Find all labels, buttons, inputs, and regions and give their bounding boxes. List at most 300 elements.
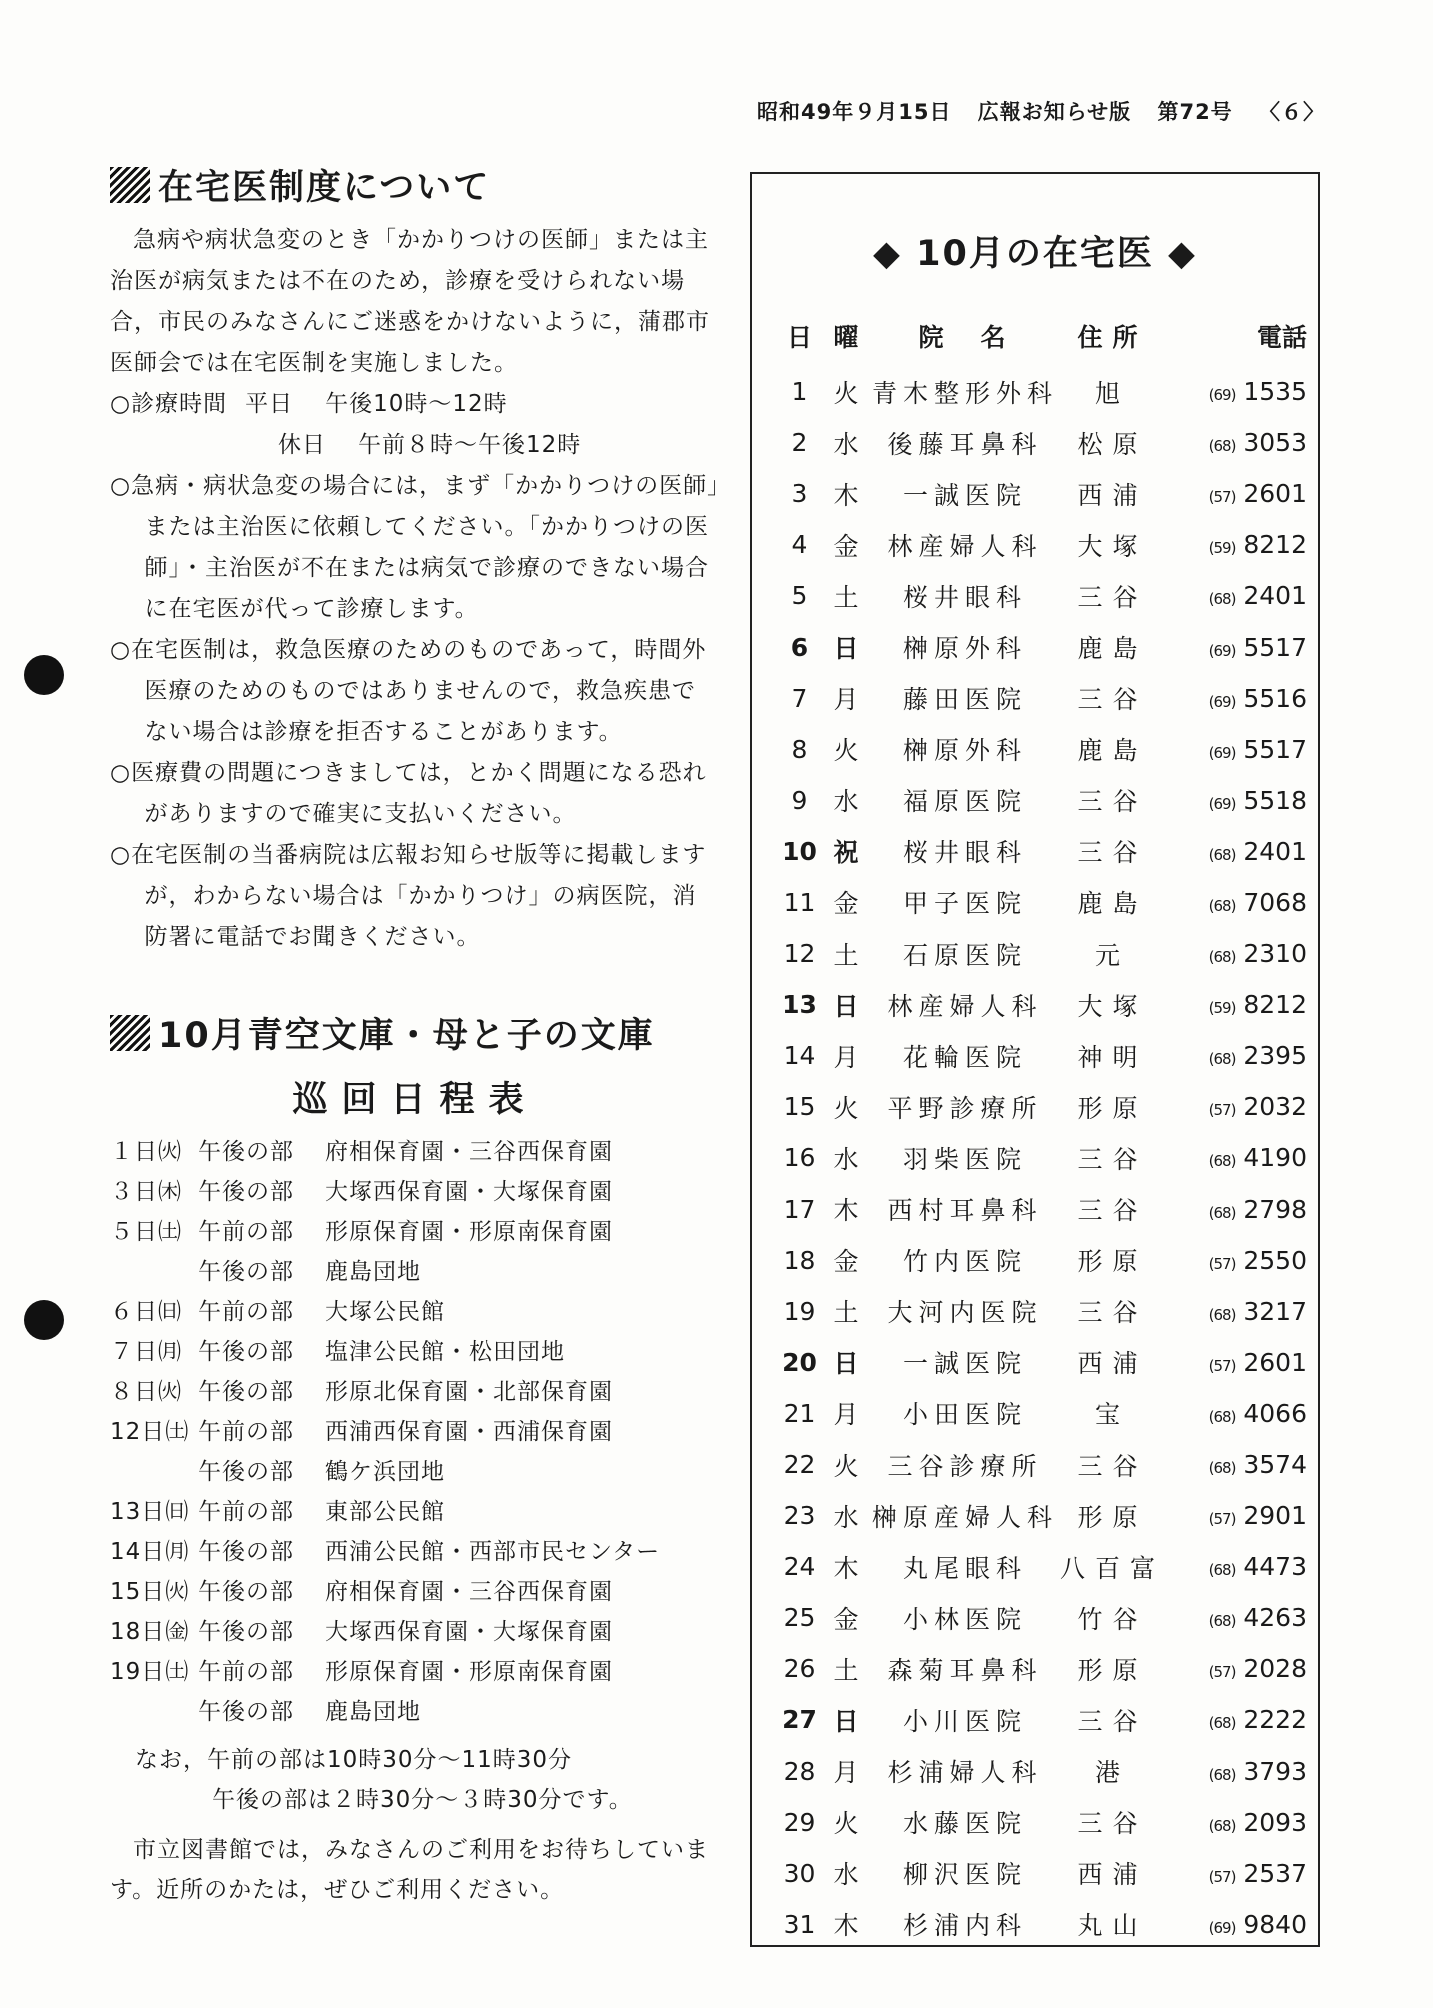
- phone-cell: [1165, 684, 1307, 713]
- phone-number: 2028: [1243, 1654, 1307, 1684]
- address-cell: 三谷: [1077, 582, 1148, 612]
- day-cell: 3: [791, 479, 808, 509]
- phone-cell: [1165, 837, 1307, 866]
- table-row: [777, 979, 1307, 1030]
- schedule-title: ◆ 10月の在宅医 ◆: [873, 234, 1197, 274]
- weekday-cell: 火: [833, 1093, 859, 1123]
- bunko-closing: 市立図書館では，みなさんのご利用をお待ちしています。近所のかたは，ぜひご利用ください。: [110, 1837, 709, 1903]
- table-row: [777, 1337, 1307, 1388]
- clinic-cell: 杉浦内科: [902, 1911, 1027, 1941]
- visit-period: 午後の部: [198, 1139, 294, 1165]
- day-cell: 13: [782, 990, 817, 1020]
- zaitaku-item: ○医療費の問題につきましては，とかく問題になる恐れがありますので確実に支払いください。: [110, 760, 707, 827]
- visit-period: 午前の部: [198, 1419, 294, 1445]
- visit-site: 西浦公民館・西部市民センター: [325, 1539, 661, 1565]
- clinic-cell: 杉浦婦人科: [887, 1758, 1043, 1788]
- visit-site: 府相保育園・三谷西保育園: [325, 1139, 613, 1165]
- clinic-cell: 柳沢医院: [902, 1860, 1027, 1890]
- phone-number: 8212: [1243, 990, 1307, 1020]
- list-item: [110, 1412, 720, 1452]
- day-cell: 30: [783, 1858, 816, 1888]
- phone-cell: [1165, 1603, 1307, 1632]
- weekday-cell: 祝: [833, 838, 859, 868]
- visit-date: 18日㈮: [110, 1619, 190, 1645]
- weekday-cell: 火: [833, 1809, 859, 1839]
- header-day: 日: [786, 323, 812, 352]
- phone-cell: [1165, 1654, 1307, 1683]
- weekday-cell: 土: [833, 1655, 859, 1685]
- table-row: [777, 1030, 1307, 1081]
- clinic-cell: 藤田医院: [902, 685, 1027, 715]
- phone-number: 3053: [1243, 428, 1307, 458]
- visit-site: 大塚公民館: [325, 1299, 445, 1325]
- clinic-cell: 桜井眼科: [902, 838, 1027, 868]
- visit-site: 形原北保育園・北部保育園: [325, 1379, 613, 1405]
- table-row: [777, 519, 1307, 570]
- header-address: 住所: [1077, 323, 1148, 352]
- day-cell: 11: [783, 887, 816, 917]
- phone-number: 5517: [1243, 734, 1307, 764]
- day-cell: 5: [791, 581, 808, 611]
- address-cell: 三谷: [1077, 685, 1148, 715]
- clinic-cell: 一誠医院: [902, 480, 1027, 510]
- note-line: なお，午前の部は10時30分〜11時30分: [135, 1747, 573, 1773]
- table-row: [777, 1899, 1307, 1950]
- visit-period: 午後の部: [198, 1579, 294, 1605]
- phone-number: 2901: [1243, 1501, 1307, 1531]
- visit-period: 午後の部: [198, 1339, 294, 1365]
- day-cell: 10: [782, 836, 817, 866]
- address-cell: 鹿島: [1077, 634, 1148, 664]
- visit-date: 19日㈯: [110, 1659, 190, 1685]
- weekday-cell: 木: [833, 480, 859, 510]
- address-cell: 形原: [1077, 1502, 1148, 1532]
- address-cell: 三谷: [1077, 1298, 1148, 1328]
- table-body: [777, 366, 1307, 1950]
- day-cell: 6: [790, 632, 809, 662]
- visit-period: 午前の部: [198, 1299, 294, 1325]
- table-row: [777, 621, 1307, 672]
- address-cell: 三谷: [1077, 1809, 1148, 1839]
- visit-date: ７日㈪: [110, 1339, 182, 1365]
- day-cell: 26: [783, 1654, 816, 1684]
- table-row: [777, 928, 1307, 979]
- list-item: [110, 1172, 720, 1212]
- list-item: [110, 1372, 720, 1412]
- area-code: (57): [1208, 1101, 1236, 1120]
- address-cell: 三谷: [1077, 787, 1148, 817]
- page-number: 〈６〉: [1259, 100, 1325, 124]
- day-cell: 1: [791, 377, 808, 407]
- holiday-label: 休日: [278, 432, 326, 458]
- phone-cell: [1165, 1501, 1307, 1530]
- weekday-cell: 土: [833, 940, 859, 970]
- table-row: [777, 1592, 1307, 1643]
- area-code: (68): [1208, 1714, 1236, 1733]
- visit-date: 12日㈯: [110, 1419, 190, 1445]
- phone-cell: [1165, 1348, 1307, 1377]
- address-cell: 三谷: [1077, 838, 1148, 868]
- day-cell: 2: [791, 428, 808, 458]
- table-row: [777, 673, 1307, 724]
- schedule-table: [777, 306, 1307, 1950]
- weekday-cell: 火: [833, 736, 859, 766]
- list-item: [110, 1252, 720, 1292]
- phone-cell: [1165, 1399, 1307, 1428]
- area-code: (69): [1208, 692, 1236, 711]
- day-cell: 25: [783, 1603, 816, 1633]
- weekday-cell: 月: [833, 1758, 859, 1788]
- phone-number: 2310: [1243, 939, 1307, 969]
- clinic-cell: 桜井眼科: [902, 582, 1027, 612]
- phone-number: 2798: [1243, 1194, 1307, 1224]
- visit-date: 13日㈰: [110, 1499, 190, 1525]
- phone-number: 4190: [1243, 1143, 1307, 1173]
- area-code: (69): [1208, 794, 1236, 813]
- address-cell: 港: [1094, 1758, 1130, 1788]
- note-line: 午後の部は２時30分〜３時30分です。: [212, 1787, 633, 1813]
- address-cell: 八百富: [1060, 1553, 1166, 1583]
- visit-period: 午後の部: [198, 1259, 294, 1285]
- area-code: (68): [1208, 1050, 1236, 1069]
- visit-period: 午前の部: [198, 1659, 294, 1685]
- visit-period: 午後の部: [198, 1699, 294, 1725]
- table-row: [777, 1490, 1307, 1541]
- zaitaku-item: ○在宅医制は，救急医療のためのものであって，時間外医療のためのものではありませんので，救急疾患でない場合は診療を拒否することがあります。: [110, 637, 707, 745]
- table-row: [777, 1694, 1307, 1745]
- phone-cell: [1165, 1808, 1307, 1837]
- phone-cell: [1165, 1450, 1307, 1479]
- area-code: (68): [1208, 437, 1236, 456]
- area-code: (68): [1208, 1459, 1236, 1478]
- phone-number: 2032: [1243, 1092, 1307, 1122]
- table-row: [777, 826, 1307, 877]
- hours-label: ○診療時間: [110, 391, 228, 417]
- address-cell: 西浦: [1077, 1860, 1148, 1890]
- visit-period: 午後の部: [198, 1459, 294, 1485]
- area-code: (68): [1208, 896, 1236, 915]
- visit-period: 午後の部: [198, 1619, 294, 1645]
- publication-name: 広報お知らせ版: [977, 100, 1132, 124]
- phone-number: 3574: [1243, 1450, 1307, 1480]
- clinic-cell: 平野診療所: [887, 1093, 1043, 1123]
- phone-number: 2395: [1243, 1041, 1307, 1071]
- zaitaku-section-title: 在宅医制度について: [110, 160, 720, 210]
- address-cell: 神明: [1077, 1042, 1148, 1072]
- day-cell: 20: [782, 1347, 817, 1377]
- phone-cell: [1165, 1859, 1307, 1888]
- phone-number: 2550: [1243, 1245, 1307, 1275]
- phone-number: 2601: [1243, 479, 1307, 509]
- table-row: [777, 1797, 1307, 1848]
- weekday-cell: 月: [833, 685, 859, 715]
- weekday-cell: 日: [833, 1349, 859, 1379]
- address-cell: 三谷: [1077, 1706, 1148, 1736]
- area-code: (69): [1208, 1918, 1236, 1937]
- address-cell: 宝: [1094, 1400, 1130, 1430]
- visit-site: 鶴ケ浜団地: [325, 1459, 445, 1485]
- area-code: (57): [1208, 1867, 1236, 1886]
- clinic-cell: 後藤耳鼻科: [887, 429, 1043, 459]
- table-row: [777, 1746, 1307, 1797]
- weekday-cell: 日: [833, 1706, 859, 1736]
- weekday-cell: 金: [833, 889, 859, 919]
- visit-date: １日㈫: [110, 1139, 182, 1165]
- issue-number: 第72号: [1157, 100, 1233, 124]
- phone-cell: [1165, 1705, 1307, 1734]
- day-cell: 7: [791, 683, 808, 713]
- day-cell: 23: [783, 1501, 816, 1531]
- phone-number: 4473: [1243, 1552, 1307, 1582]
- area-code: (68): [1208, 845, 1236, 864]
- weekday-cell: 水: [833, 1860, 859, 1890]
- area-code: (68): [1208, 1203, 1236, 1222]
- visit-period: 午前の部: [198, 1219, 294, 1245]
- phone-cell: [1165, 428, 1307, 457]
- phone-number: 4066: [1243, 1398, 1307, 1428]
- clinic-cell: 森菊耳鼻科: [887, 1655, 1043, 1685]
- list-item: [110, 1612, 720, 1652]
- table-row: [777, 1643, 1307, 1694]
- zaitaku-item: ○在宅医制の当番病院は広報お知らせ版等に掲載しますが，わからない場合は「かかりつけ」の病医院，消防署に電話でお聞きください。: [110, 842, 707, 950]
- phone-number: 7068: [1243, 887, 1307, 917]
- issue-date: 昭和49年９月15日: [757, 100, 952, 124]
- address-cell: 形原: [1077, 1093, 1148, 1123]
- clinic-cell: 榊原外科: [902, 634, 1027, 664]
- area-code: (59): [1208, 999, 1236, 1018]
- list-item: [110, 1132, 720, 1172]
- clinic-cell: 羽柴医院: [902, 1144, 1027, 1174]
- day-cell: 24: [783, 1552, 816, 1582]
- address-cell: 元: [1094, 940, 1130, 970]
- area-code: (69): [1208, 386, 1236, 405]
- weekday-cell: 木: [833, 1911, 859, 1941]
- visit-date: ６日㈰: [110, 1299, 182, 1325]
- clinic-cell: 小川医院: [902, 1706, 1027, 1736]
- header-clinic: 院 名: [918, 323, 1012, 352]
- phone-cell: [1165, 990, 1307, 1019]
- phone-cell: [1165, 581, 1307, 610]
- clinic-cell: 西村耳鼻科: [887, 1196, 1043, 1226]
- phone-number: 2401: [1243, 836, 1307, 866]
- day-cell: 16: [783, 1143, 816, 1173]
- table-row: [777, 468, 1307, 519]
- clinic-cell: 丸尾眼科: [902, 1553, 1027, 1583]
- visit-site: 形原保育園・形原南保育園: [325, 1659, 613, 1685]
- day-cell: 8: [791, 734, 808, 764]
- address-cell: 三谷: [1077, 1144, 1148, 1174]
- phone-number: 5516: [1243, 683, 1307, 713]
- area-code: (69): [1208, 641, 1236, 660]
- clinic-cell: 榊原産婦人科: [871, 1502, 1058, 1532]
- visit-site: 塩津公民館・松田団地: [325, 1339, 565, 1365]
- visit-site: 西浦西保育園・西浦保育園: [325, 1419, 613, 1445]
- weekday-cell: 月: [833, 1400, 859, 1430]
- weekday-cell: 木: [833, 1553, 859, 1583]
- table-row: [777, 1286, 1307, 1337]
- day-cell: 14: [783, 1041, 816, 1071]
- clinic-cell: 一誠医院: [902, 1349, 1027, 1379]
- day-cell: 29: [783, 1807, 816, 1837]
- phone-cell: [1165, 888, 1307, 917]
- phone-cell: [1165, 1552, 1307, 1581]
- address-cell: 旭: [1094, 378, 1130, 408]
- phone-number: 4263: [1243, 1603, 1307, 1633]
- address-cell: 松原: [1077, 429, 1148, 459]
- visit-site: 鹿島団地: [325, 1699, 421, 1725]
- phone-cell: [1165, 1195, 1307, 1224]
- clinic-cell: 三谷診療所: [887, 1451, 1043, 1481]
- area-code: (57): [1208, 488, 1236, 507]
- table-row: [777, 1081, 1307, 1132]
- visit-period: 午後の部: [198, 1379, 294, 1405]
- visit-date: [110, 1452, 198, 1492]
- clinic-cell: 石原医院: [902, 940, 1027, 970]
- visit-site: 東部公民館: [325, 1499, 445, 1525]
- visit-date: ３日㈭: [110, 1179, 182, 1205]
- clinic-cell: 榊原外科: [902, 736, 1027, 766]
- bunko-section-title: 10月青空文庫・母と子の文庫: [110, 1008, 720, 1058]
- area-code: (68): [1208, 1407, 1236, 1426]
- phone-cell: [1165, 1092, 1307, 1121]
- list-item: [110, 1212, 720, 1252]
- visit-period: 午後の部: [198, 1539, 294, 1565]
- holiday-hours: 午前８時〜午後12時: [358, 432, 582, 458]
- phone-number: 2222: [1243, 1705, 1307, 1735]
- weekday-label: 平日: [245, 391, 294, 417]
- address-cell: 大塚: [1077, 531, 1148, 561]
- weekday-cell: 水: [833, 429, 859, 459]
- weekday-cell: 土: [833, 582, 859, 612]
- phone-number: 3217: [1243, 1296, 1307, 1326]
- weekday-cell: 火: [833, 1451, 859, 1481]
- punch-hole: [24, 655, 64, 695]
- area-code: (69): [1208, 743, 1236, 762]
- hatch-bullet-icon: [110, 1015, 150, 1051]
- address-cell: 竹谷: [1077, 1604, 1148, 1634]
- visit-site: 形原保育園・形原南保育園: [325, 1219, 613, 1245]
- consultation-hours: [110, 384, 720, 466]
- visit-site: 大塚西保育園・大塚保育園: [325, 1619, 613, 1645]
- table-row: [777, 1439, 1307, 1490]
- table-row: [777, 1541, 1307, 1592]
- day-cell: 31: [783, 1909, 816, 1939]
- weekday-cell: 水: [833, 1144, 859, 1174]
- table-row: [777, 775, 1307, 826]
- weekday-cell: 金: [833, 1247, 859, 1277]
- phone-cell: [1165, 530, 1307, 559]
- visit-date: ５日㈯: [110, 1219, 182, 1245]
- page-header: [739, 96, 1325, 126]
- area-code: (57): [1208, 1663, 1236, 1682]
- table-row: [777, 1184, 1307, 1235]
- visit-period: 午後の部: [198, 1179, 294, 1205]
- weekday-cell: 火: [833, 378, 859, 408]
- weekday-cell: 日: [833, 991, 859, 1021]
- weekday-cell: 日: [833, 634, 859, 664]
- area-code: (68): [1208, 1152, 1236, 1171]
- weekday-cell: 木: [833, 1196, 859, 1226]
- visit-date: ８日㈫: [110, 1379, 182, 1405]
- visit-period: 午前の部: [198, 1499, 294, 1525]
- area-code: (68): [1208, 1612, 1236, 1631]
- header-dow: 曜: [833, 323, 859, 352]
- phone-cell: [1165, 1143, 1307, 1172]
- address-cell: 大塚: [1077, 991, 1148, 1021]
- visit-date: 14日㈪: [110, 1539, 190, 1565]
- weekday-cell: 水: [833, 787, 859, 817]
- punch-hole: [24, 1300, 64, 1340]
- table-row: [777, 366, 1307, 417]
- phone-cell: [1165, 1297, 1307, 1326]
- list-item: [110, 1292, 720, 1332]
- phone-number: 2601: [1243, 1347, 1307, 1377]
- address-cell: 鹿島: [1077, 889, 1148, 919]
- area-code: (57): [1208, 1510, 1236, 1529]
- clinic-cell: 竹内医院: [902, 1247, 1027, 1277]
- day-cell: 18: [783, 1245, 816, 1275]
- phone-number: 3793: [1243, 1756, 1307, 1786]
- day-cell: 17: [783, 1194, 816, 1224]
- clinic-cell: 林産婦人科: [887, 531, 1043, 561]
- clinic-cell: 大河内医院: [887, 1298, 1043, 1328]
- day-cell: 19: [783, 1296, 816, 1326]
- area-code: (57): [1208, 1356, 1236, 1375]
- clinic-cell: 小林医院: [902, 1604, 1027, 1634]
- area-code: (68): [1208, 1765, 1236, 1784]
- table-row: [777, 877, 1307, 928]
- address-cell: 西浦: [1077, 480, 1148, 510]
- clinic-cell: 水藤医院: [902, 1809, 1027, 1839]
- weekday-cell: 月: [833, 1042, 859, 1072]
- address-cell: 三谷: [1077, 1196, 1148, 1226]
- clinic-cell: 福原医院: [902, 787, 1027, 817]
- phone-number: 2093: [1243, 1807, 1307, 1837]
- bunko-schedule: [110, 1132, 720, 1732]
- phone-cell: [1165, 1757, 1307, 1786]
- phone-cell: [1165, 1041, 1307, 1070]
- area-code: (68): [1208, 948, 1236, 967]
- clinic-cell: 林産婦人科: [887, 991, 1043, 1021]
- area-code: (68): [1208, 1305, 1236, 1324]
- phone-number: 2537: [1243, 1858, 1307, 1888]
- address-cell: 三谷: [1077, 1451, 1148, 1481]
- phone-cell: [1165, 939, 1307, 968]
- table-row: [777, 1235, 1307, 1286]
- day-cell: 27: [782, 1705, 817, 1735]
- table-row: [777, 1388, 1307, 1439]
- address-cell: 西浦: [1077, 1349, 1148, 1379]
- bunko-note: [110, 1740, 720, 1820]
- table-row: [777, 570, 1307, 621]
- bunko-subtitle: 巡回日程表: [292, 1080, 538, 1120]
- phone-cell: [1165, 377, 1307, 406]
- header-phone: 電話: [1256, 323, 1307, 352]
- visit-site: 大塚西保育園・大塚保育園: [325, 1179, 613, 1205]
- phone-cell: [1165, 479, 1307, 508]
- visit-site: 府相保育園・三谷西保育園: [325, 1579, 613, 1605]
- table-row: [777, 1848, 1307, 1899]
- phone-number: 9840: [1243, 1909, 1307, 1939]
- day-cell: 9: [791, 785, 808, 815]
- zaitaku-schedule-box: [750, 172, 1320, 1947]
- phone-cell: [1165, 735, 1307, 764]
- visit-date: [110, 1692, 198, 1732]
- list-item: [110, 1332, 720, 1372]
- area-code: (68): [1208, 1561, 1236, 1580]
- visit-date: [110, 1252, 198, 1292]
- day-cell: 21: [783, 1398, 816, 1428]
